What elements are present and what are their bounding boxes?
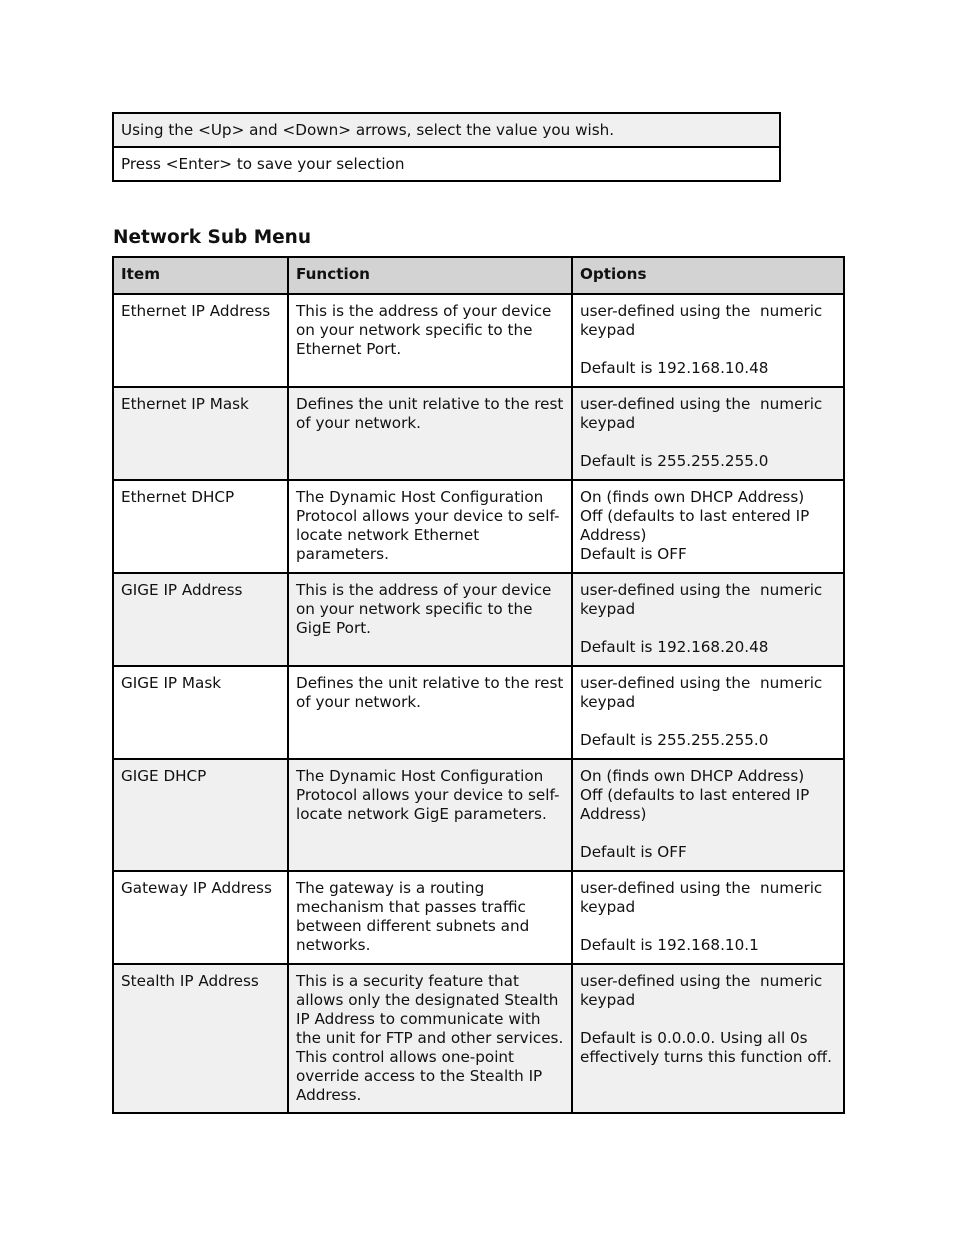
option-line: user-defined using the numeric keypad [580,879,828,916]
option-line: user-defined using the numeric keypad [580,674,828,711]
table-row [113,294,844,387]
table-row [113,480,844,573]
table-row [113,759,844,871]
table-row [113,573,844,666]
option-line: Default is 255.255.255.0 [580,452,769,470]
column-header-options: Options [572,257,844,294]
function-cell: This is the address of your device on your network specific to the GigE Port. [288,573,572,666]
item-cell: Ethernet DHCP [113,480,288,573]
options-cell [572,871,844,964]
function-cell: The gateway is a routing mechanism that passes traffic between different subnets and networks. [288,871,572,964]
instruction-row [113,113,780,147]
option-line: On (finds own DHCP Address) [580,767,805,785]
network-submenu-table [112,256,845,1114]
item-cell: GIGE DHCP [113,759,288,871]
option-line [580,1010,836,1029]
item-cell: GIGE IP Mask [113,666,288,759]
option-line [580,712,836,731]
option-line: Default is 192.168.10.1 [580,936,759,954]
option-line: user-defined using the numeric keypad [580,302,828,339]
option-line: user-defined using the numeric keypad [580,395,828,432]
option-line [580,917,836,936]
option-line: Default is 255.255.255.0 [580,731,769,749]
option-line [580,340,836,359]
option-line: Default is 192.168.10.48 [580,359,769,377]
function-cell: The Dynamic Host Configuration Protocol allows your device to self-locate network Ethernet parameters. [288,480,572,573]
option-line: On (finds own DHCP Address) [580,488,805,506]
option-line: Default is 0.0.0.0. Using all 0s effectively turns this function off. [580,1029,832,1066]
options-cell [572,964,844,1113]
table-row [113,387,844,480]
option-line [580,433,836,452]
instruction-text: Press <Enter> to save your selection [113,147,780,181]
table-row [113,871,844,964]
instruction-row [113,147,780,181]
option-line: user-defined using the numeric keypad [580,581,828,618]
item-cell: Gateway IP Address [113,871,288,964]
item-cell: Ethernet IP Mask [113,387,288,480]
option-line: Default is OFF [580,545,687,563]
column-header-function: Function [288,257,572,294]
instruction-text: Using the <Up> and <Down> arrows, select the value you wish. [113,113,780,147]
options-cell [572,759,844,871]
function-cell: Defines the unit relative to the rest of your network. [288,666,572,759]
options-cell [572,666,844,759]
options-cell [572,573,844,666]
instructions-table [112,112,781,182]
table-body [113,294,844,1113]
function-cell: The Dynamic Host Configuration Protocol allows your device to self-locate network GigE parameters. [288,759,572,871]
options-cell [572,294,844,387]
options-cell [572,387,844,480]
item-cell: Ethernet IP Address [113,294,288,387]
table-header-row [113,257,844,294]
column-header-item: Item [113,257,288,294]
table-row [113,964,844,1113]
function-cell: This is the address of your device on your network specific to the Ethernet Port. [288,294,572,387]
section-title: Network Sub Menu [113,227,312,248]
item-cell: GIGE IP Address [113,573,288,666]
option-line: user-defined using the numeric keypad [580,972,828,1009]
option-line [580,824,836,843]
option-line: Default is OFF [580,843,687,861]
item-cell: Stealth IP Address [113,964,288,1113]
table-row [113,666,844,759]
options-cell [572,480,844,573]
function-cell: Defines the unit relative to the rest of your network. [288,387,572,480]
option-line [580,619,836,638]
option-line: Default is 192.168.20.48 [580,638,769,656]
function-cell: This is a security feature that allows only the designated Stealth IP Address to communicate with the unit for FTP and other services. This control allows one-point override access to the Stealth IP Address. [288,964,572,1113]
option-line: Off (defaults to last entered IP Address) [580,786,815,823]
option-line: Off (defaults to last entered IP Address) [580,507,815,544]
